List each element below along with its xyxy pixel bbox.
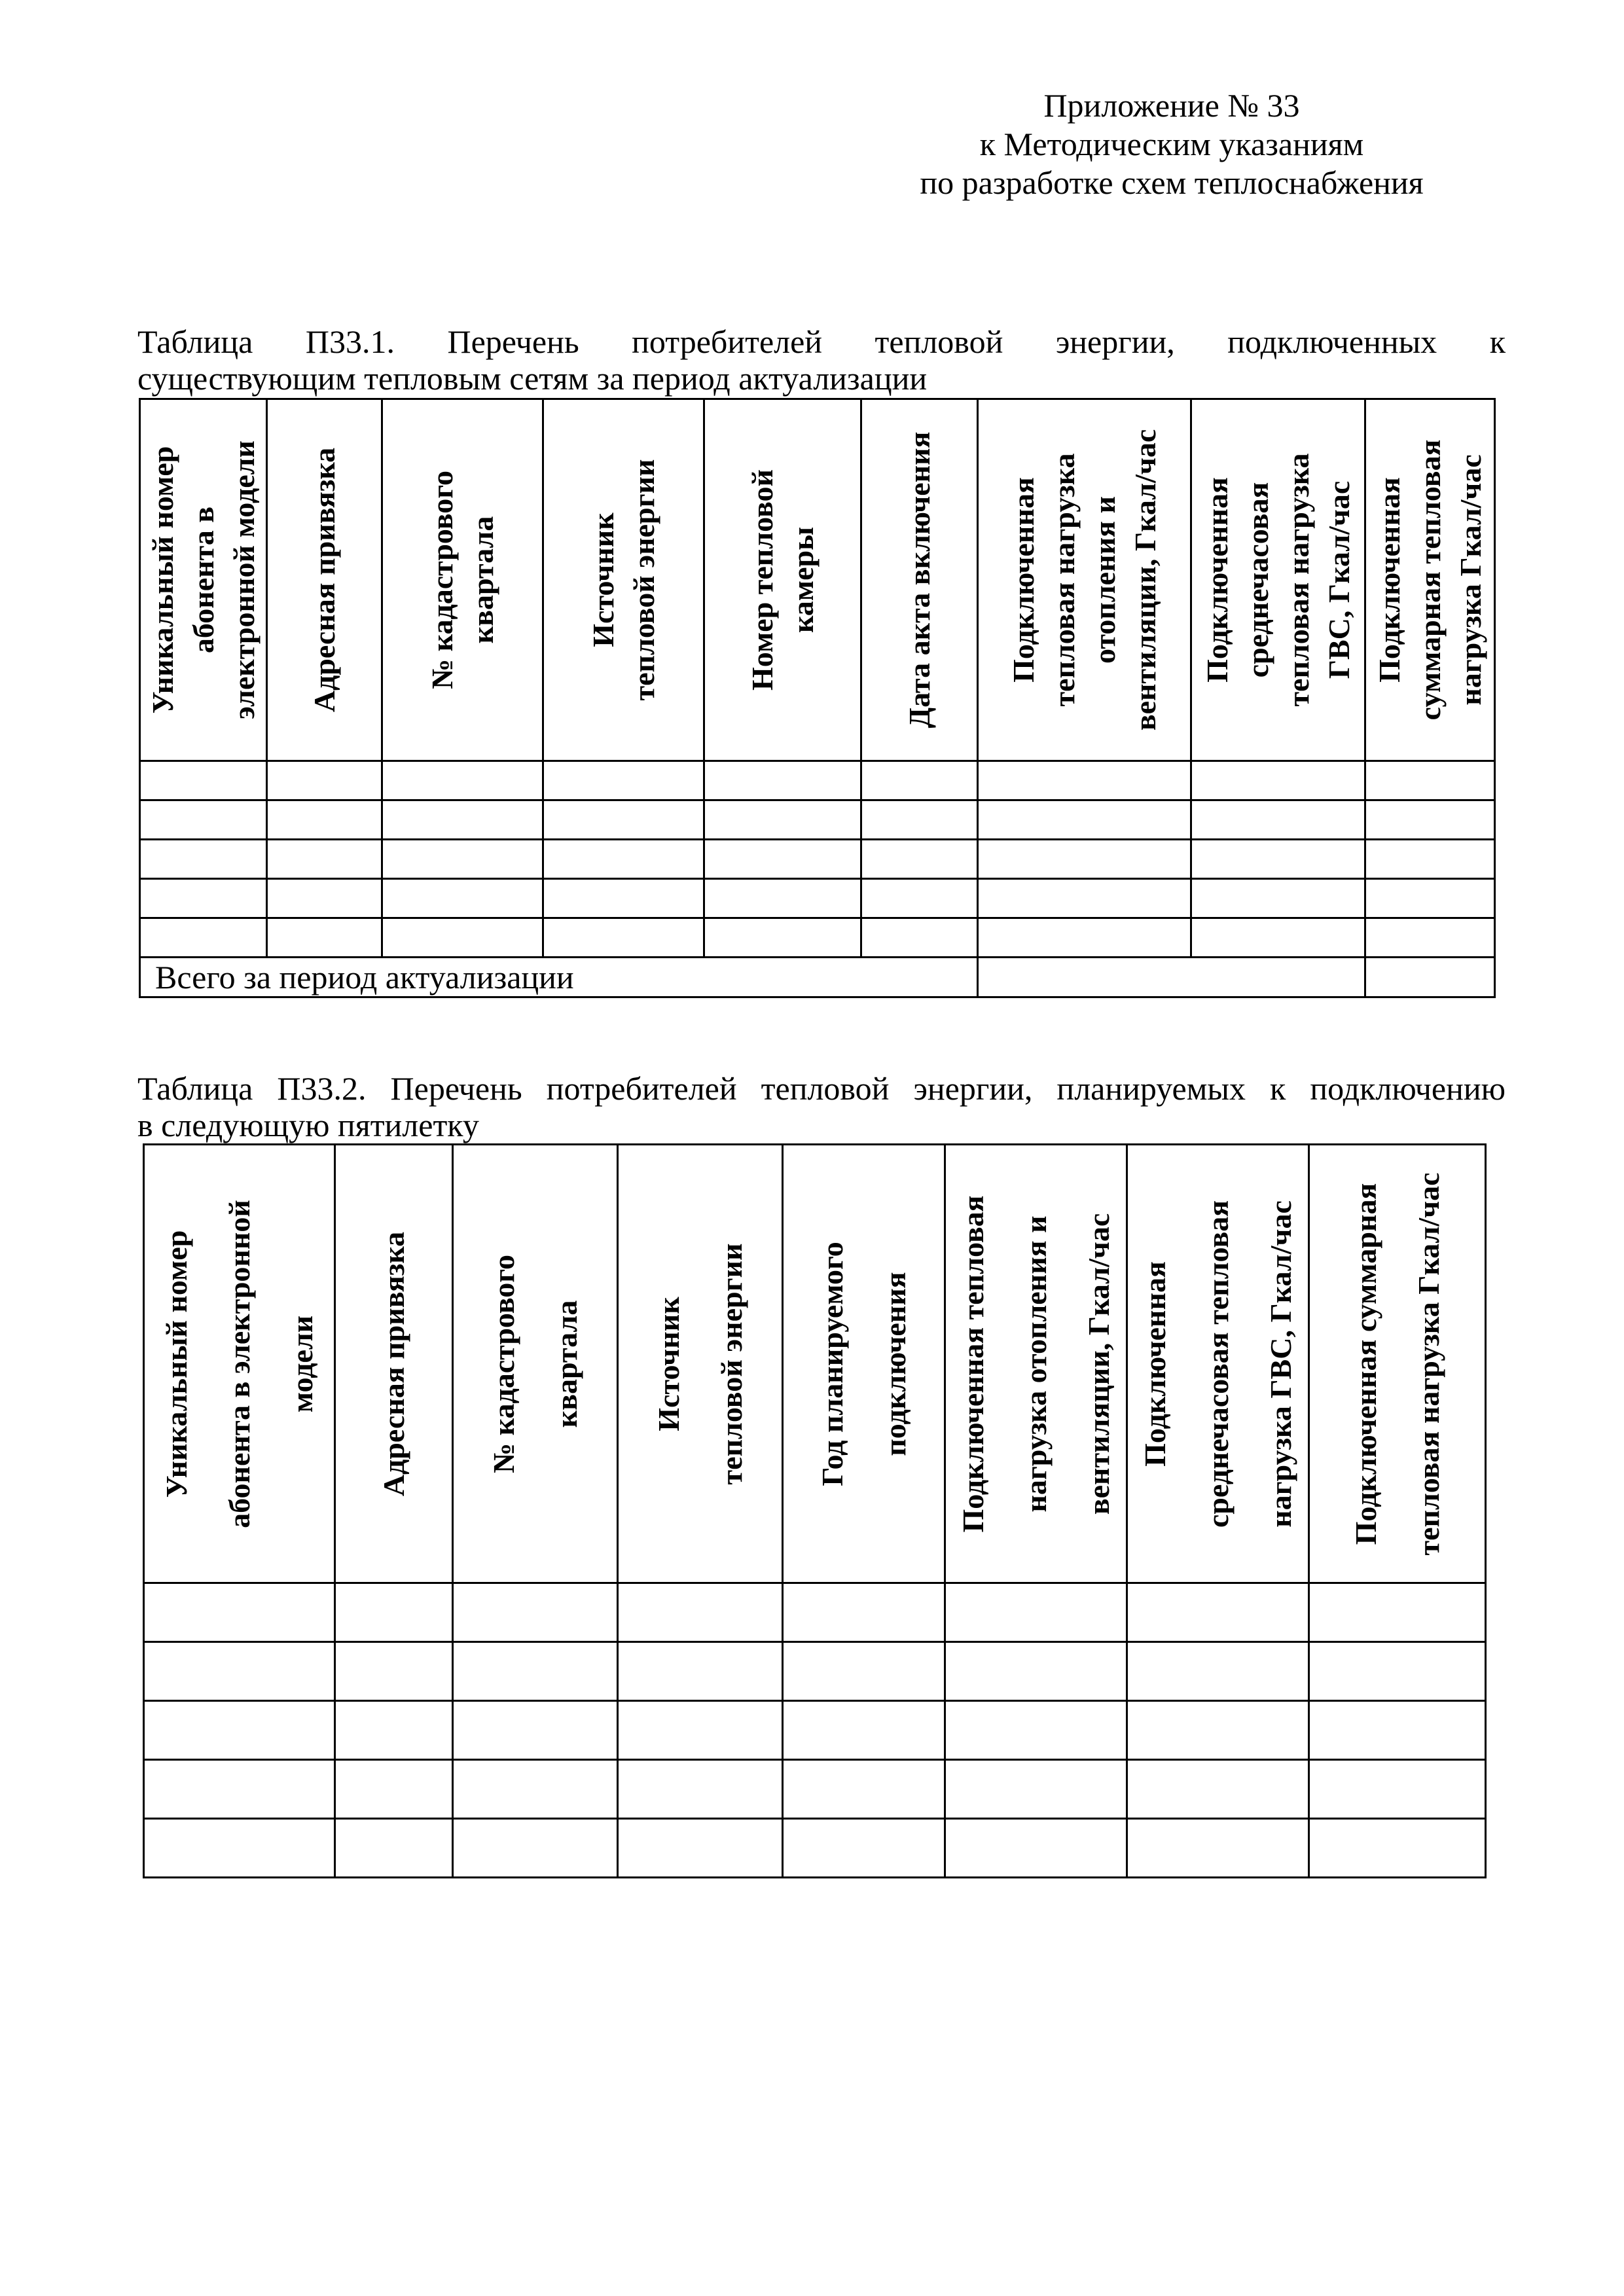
table2-cell: [453, 1819, 618, 1878]
table1-column-header-label: [742, 469, 823, 691]
table1-column-header-line: ГВС, Гкал/час: [1322, 480, 1356, 679]
table1-column-header-line: Подключенная: [1006, 477, 1040, 683]
table2-column-header-label: [363, 1231, 425, 1496]
table1-cell: [1365, 918, 1495, 958]
table1-cell: [140, 918, 267, 958]
table1-column-header-label: [1003, 429, 1166, 731]
table1-cell: [382, 761, 543, 800]
table1-cell: [267, 761, 382, 800]
table2-header-address: [335, 1145, 453, 1583]
table2-cell: [453, 1583, 618, 1642]
table1-row: [140, 879, 1495, 918]
table2-column-header-line: Источник: [651, 1296, 685, 1431]
table2-cell: [945, 1701, 1127, 1760]
table2-cell: [1309, 1701, 1486, 1760]
table1-cell: [978, 879, 1191, 918]
table1-column-header-line: вентиляции, Гкал/час: [1128, 429, 1162, 731]
table1-column-header-label: [304, 448, 345, 712]
table2-cell: [453, 1760, 618, 1819]
table2-header-heating-load: [945, 1145, 1127, 1583]
table2-caption-line2: в следующую пятилетку: [137, 1107, 479, 1143]
table1-cell: [704, 879, 861, 918]
table1-cell: [543, 840, 704, 879]
table1-row: [140, 918, 1495, 958]
table2-header-abonent: [144, 1145, 335, 1583]
table1-total-row: [140, 958, 1495, 997]
table2-header-year: [783, 1145, 945, 1583]
table2-header-total-load: [1309, 1145, 1486, 1583]
table1-cell: [140, 879, 267, 918]
table1-header-heating-load: [978, 399, 1191, 761]
table1-cell: [267, 800, 382, 840]
table2-column-header-line: Год планируемого: [815, 1241, 849, 1486]
table1-cell: [1365, 840, 1495, 879]
table2-column-header-line: Подключенная тепловая: [956, 1194, 990, 1533]
appendix-header: [785, 86, 1558, 202]
table2-caption: [137, 1070, 1506, 1143]
table1-cell: [1191, 800, 1365, 840]
table1-cell: [1191, 761, 1365, 800]
table2-cell: [335, 1760, 453, 1819]
table1-header-chamber: [704, 399, 861, 761]
table1-column-header-line: тепловая нагрузка: [1047, 453, 1081, 707]
table1-cell: [978, 800, 1191, 840]
table2-cell: [618, 1819, 783, 1878]
table1-column-header-label: [1197, 453, 1360, 706]
table2-column-header-line: тепловая нагрузка Гкал/час: [1411, 1172, 1445, 1555]
table1-header-total-load: [1365, 399, 1495, 761]
table2-column-header-label: [638, 1243, 763, 1484]
table2-column-header-line: № кадастрового: [486, 1254, 520, 1473]
table1-cell: [861, 761, 978, 800]
table1-cell: [140, 840, 267, 879]
table1-column-header-line: Подключенная: [1372, 477, 1406, 683]
table2-column-header-label: [473, 1254, 598, 1473]
table2-cell: [1127, 1760, 1309, 1819]
table2-cell: [618, 1760, 783, 1819]
table1-total-cell: [978, 958, 1365, 997]
table2-cell: [945, 1819, 1127, 1878]
table1-column-header-line: нагрузка Гкал/час: [1453, 454, 1487, 706]
table2-cell: [1127, 1819, 1309, 1878]
table2-cell: [783, 1583, 945, 1642]
table1-column-header-line: тепловой энергии: [626, 459, 660, 701]
table1-header-cadastral: [382, 399, 543, 761]
table1-cell: [1191, 879, 1365, 918]
table1-column-header-line: среднечасовая: [1240, 482, 1274, 678]
appendix-subject: по разработке схем теплоснабжения: [920, 164, 1424, 201]
table2-column-header-line: нагрузка отопления и: [1019, 1215, 1053, 1513]
table1-total-label: Всего за период актуализации: [140, 958, 978, 997]
table2-cell: [783, 1760, 945, 1819]
table2-row: [144, 1701, 1486, 1760]
table2-cell: [783, 1701, 945, 1760]
table1-cell: [861, 840, 978, 879]
table2-cell: [1309, 1819, 1486, 1878]
table1-column-header-label: [583, 459, 664, 701]
table2-cell: [783, 1642, 945, 1701]
table2-column-header-line: среднечасовая тепловая: [1200, 1200, 1235, 1528]
table2-cell: [453, 1701, 618, 1760]
table1-cell: [861, 800, 978, 840]
table2-column-header-label: [801, 1242, 927, 1486]
table2-cell: [144, 1760, 335, 1819]
table2-column-header-label: [942, 1195, 1130, 1532]
table1-cell: [382, 800, 543, 840]
table1-cell: [978, 918, 1191, 958]
table1-cell: [140, 761, 267, 800]
table1-column-header-line: Уникальный номер: [145, 446, 179, 714]
table1-header-source: [543, 399, 704, 761]
table1-column-header-line: Подключенная: [1200, 477, 1234, 683]
table1-column-header-line: Номер тепловой: [745, 469, 779, 691]
table2-cell: [144, 1642, 335, 1701]
table1-column-header-line: отопления и: [1087, 496, 1121, 664]
table2-cell: [1309, 1642, 1486, 1701]
table1-cell: [861, 918, 978, 958]
table1-cell: [543, 761, 704, 800]
table1-column-header-line: тепловая нагрузка: [1281, 453, 1315, 707]
table2-cell: [335, 1701, 453, 1760]
table2-column-header-line: Уникальный номер: [159, 1230, 193, 1498]
table2-cell: [1127, 1583, 1309, 1642]
table1-cell: [267, 879, 382, 918]
table2-cell: [945, 1760, 1127, 1819]
table2-column-header-label: [1124, 1200, 1312, 1527]
table2-cell: [945, 1642, 1127, 1701]
table2-column-header-label: [145, 1200, 334, 1528]
table1-column-header-line: суммарная тепловая: [1413, 439, 1447, 721]
table2-header-cadastral: [453, 1145, 618, 1583]
table2-column-header-line: подключения: [878, 1271, 912, 1456]
table2-cell: [335, 1819, 453, 1878]
table1-cell: [140, 800, 267, 840]
table2-column-header-line: вентиляции, Гкал/час: [1081, 1213, 1115, 1515]
table2-cell: [335, 1583, 453, 1642]
table1-cell: [1365, 800, 1495, 840]
table1-caption-line2: существующим тепловым сетям за период актуализации: [137, 360, 928, 397]
table2-cell: [1309, 1760, 1486, 1819]
table1-column-header-label: [899, 431, 940, 728]
table2-cell: [453, 1642, 618, 1701]
table2-cell: [618, 1642, 783, 1701]
table1: [139, 398, 1496, 998]
table2-cell: [1127, 1642, 1309, 1701]
table1-header-date: [861, 399, 978, 761]
table2-column-header-line: абонента в электронной: [222, 1199, 256, 1528]
table1-cell: [543, 800, 704, 840]
table1-cell: [978, 761, 1191, 800]
table2-cell: [618, 1701, 783, 1760]
table2-cell: [1127, 1701, 1309, 1760]
table2-cell: [144, 1583, 335, 1642]
table1-header-dhw-load: [1191, 399, 1365, 761]
table1-cell: [861, 879, 978, 918]
table2-row: [144, 1819, 1486, 1878]
table1-cell: [704, 918, 861, 958]
table1-cell: [704, 761, 861, 800]
table2-column-header-line: Подключенная суммарная: [1348, 1183, 1382, 1545]
table1-column-header-line: абонента в: [186, 506, 220, 654]
table1-column-header-line: электронной модели: [226, 440, 261, 719]
table2-cell: [945, 1583, 1127, 1642]
table1-cell: [267, 840, 382, 879]
table1-column-header-label: [1369, 440, 1491, 721]
table2-column-header-line: модели: [285, 1315, 319, 1412]
table2-caption-line1: Таблица П33.2. Перечень потребителей тепловой энергии, планируемых к подключению: [137, 1070, 1506, 1107]
table1-cell: [267, 918, 382, 958]
table2-column-header-line: Адресная привязка: [376, 1231, 410, 1496]
table2-cell: [618, 1583, 783, 1642]
appendix-reference: к Методическим указаниям: [979, 126, 1364, 162]
table1-caption-line1: Таблица П33.1. Перечень потребителей тепловой энергии, подключенных к: [137, 323, 1506, 360]
table1-row: [140, 761, 1495, 800]
appendix-number: Приложение № 33: [1043, 87, 1300, 124]
table2-cell: [1309, 1583, 1486, 1642]
table1-cell: [543, 918, 704, 958]
table2-cell: [335, 1642, 453, 1701]
table1-cell: [704, 840, 861, 879]
table1-column-header-label: [422, 471, 503, 689]
table1-cell: [1365, 761, 1495, 800]
table1-column-header-line: Адресная привязка: [307, 447, 341, 713]
table1-cell: [543, 879, 704, 918]
table2-cell: [144, 1701, 335, 1760]
table2-column-header-line: нагрузка ГВС, Гкал/час: [1263, 1200, 1297, 1528]
table1-cell: [704, 800, 861, 840]
table1-column-header-line: камеры: [785, 526, 820, 634]
table1-header-abonent: [140, 399, 267, 761]
table1-cell: [978, 840, 1191, 879]
table2-cell: [144, 1819, 335, 1878]
table1-column-header-line: № кадастрового: [425, 470, 459, 690]
table2-header-source: [618, 1145, 783, 1583]
table2-column-header-line: квартала: [549, 1300, 583, 1427]
table1-caption: [137, 323, 1506, 397]
table2-row: [144, 1760, 1486, 1819]
table2-column-header-line: Подключенная: [1138, 1261, 1172, 1467]
table2-row: [144, 1642, 1486, 1701]
table1-column-header-label: [143, 440, 264, 719]
table1-row: [140, 840, 1495, 879]
table1-cell: [382, 879, 543, 918]
table1-cell: [1365, 879, 1495, 918]
table2-header-dhw-load: [1127, 1145, 1309, 1583]
table2-column-header-line: тепловой энергии: [714, 1243, 748, 1484]
table1-cell: [382, 918, 543, 958]
table1-column-header-line: Дата акта включения: [902, 431, 936, 728]
table1-row: [140, 800, 1495, 840]
table1-column-header-line: Источник: [586, 512, 620, 647]
table1-total-cell: [1365, 958, 1495, 997]
table1-column-header-line: квартала: [465, 516, 499, 644]
table1-cell: [1191, 840, 1365, 879]
table2-cell: [783, 1819, 945, 1878]
table1-cell: [382, 840, 543, 879]
table2-row: [144, 1583, 1486, 1642]
table2: [143, 1143, 1487, 1878]
table2-column-header-label: [1335, 1172, 1460, 1555]
table1-cell: [1191, 918, 1365, 958]
table1-header-address: [267, 399, 382, 761]
